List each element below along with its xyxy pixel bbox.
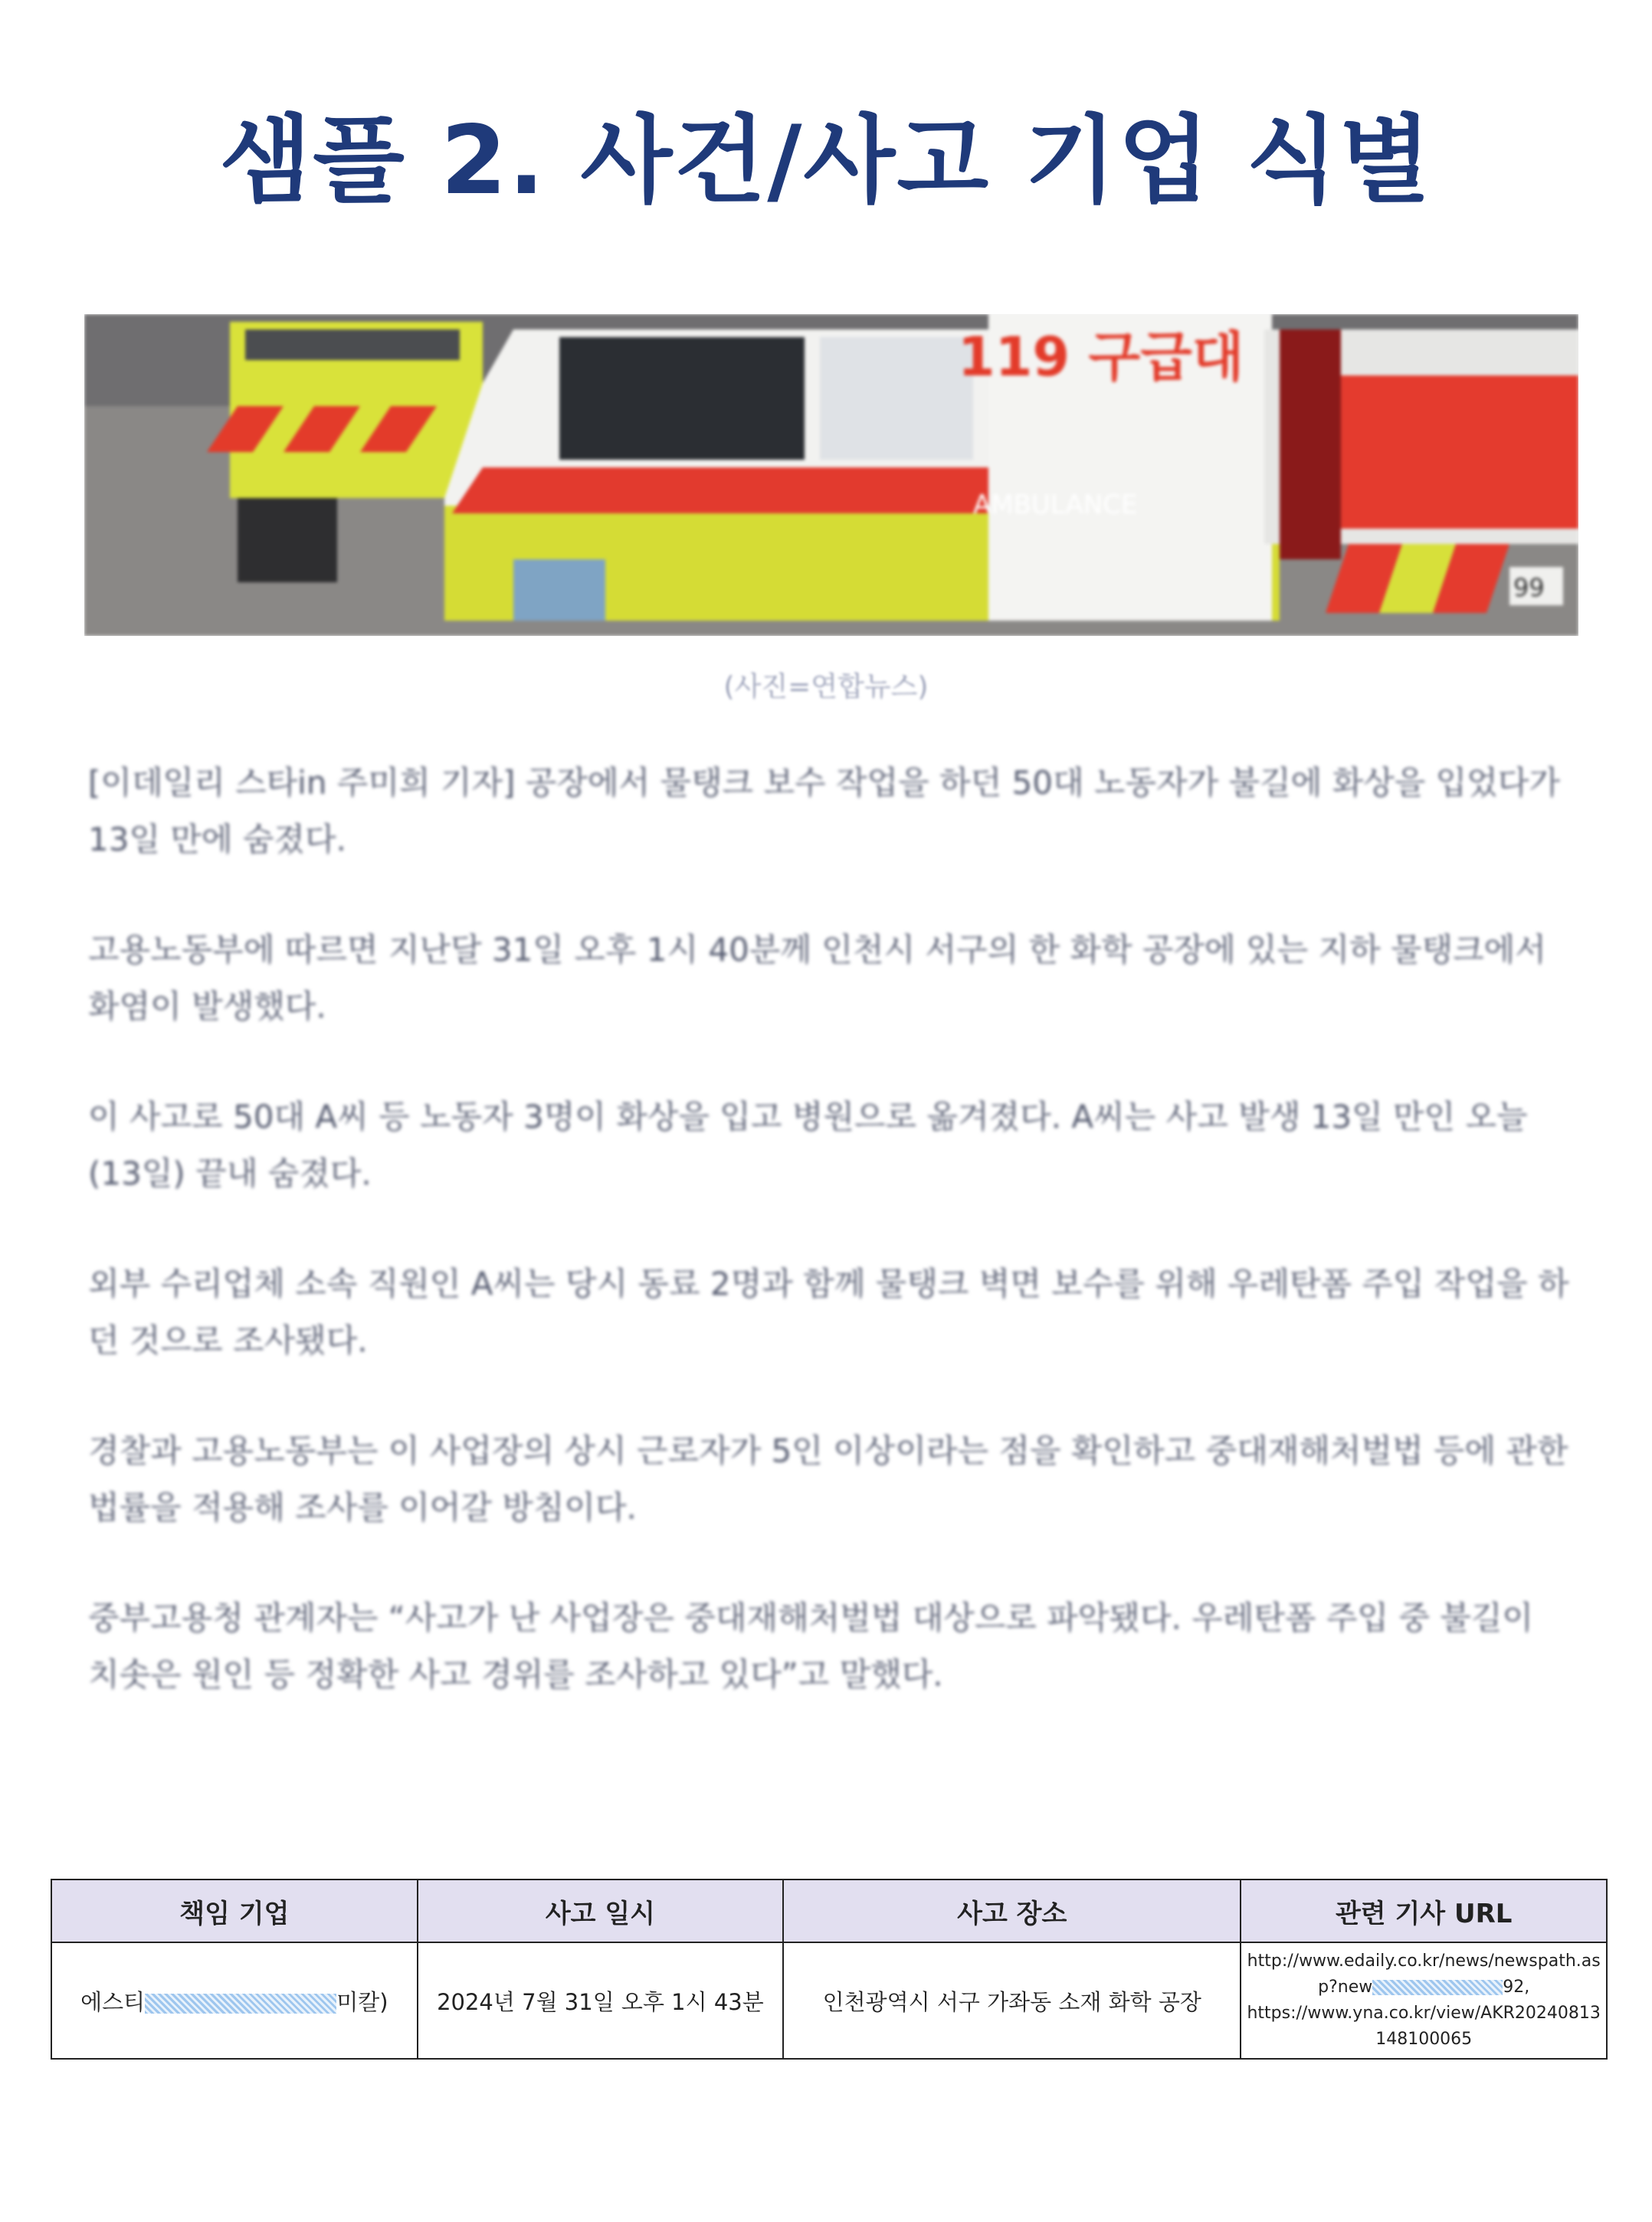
article-paragraph: [이데일리 스타in 주미희 기자] 공장에서 물탱크 보수 작업을 하던 50대 노동자가 불길에 화상을 입었다가 13일 만에 숨졌다. [88,764,1560,858]
cell-datetime: 2024년 7월 31일 오후 1시 43분 [418,1942,783,2059]
photo-caption: (사진=연합뉴스) [723,671,929,703]
redaction-mask [1372,1980,1503,1995]
ambulance-plate-text: 99 [1513,573,1545,602]
cell-company [51,1942,418,2059]
ambulance-image [84,314,1578,636]
incident-table [51,1879,1608,2060]
article-paragraph: 고용노동부에 따르면 지난달 31일 오후 1시 40분께 인천시 서구의 한 화학 공장에 있는 지하 물탱크에서 화염이 발생했다. [88,931,1546,1025]
url-link-edaily[interactable]: http://www.edaily.co.kr/news/newspath.asp?new [1247,1952,1601,1997]
table-row [51,1942,1607,2059]
header-location: 사고 장소 [783,1880,1241,1942]
table-header-row [51,1880,1607,1942]
ambulance-side-text: AMBULANCE [973,490,1138,520]
header-url: 관련 기사 URL [1241,1880,1607,1942]
header-company: 책임 기업 [51,1880,418,1942]
article-paragraph: 외부 수리업체 소속 직원인 A씨는 당시 동료 2명과 함께 물탱크 벽면 보수를 위해 우레탄폼 주입 작업을 하던 것으로 조사됐다. [88,1265,1569,1359]
url-link-yna[interactable]: https://www.yna.co.kr/view/AKR20240813148100065 [1247,2004,1601,2049]
redaction-mask [145,1994,336,2014]
ambulance-logo-text: 119 구급대 [958,326,1244,388]
header-datetime: 사고 일시 [418,1880,783,1942]
article-body [88,755,1571,1757]
url-link-edaily-end[interactable]: 92, [1503,1978,1530,1997]
company-suffix: 미칼) [336,1988,388,2015]
cell-location: 인천광역시 서구 가좌동 소재 화학 공장 [783,1942,1241,2059]
article-paragraph: 이 사고로 50대 A씨 등 노동자 3명이 화상을 입고 병원으로 옮겨졌다. A씨는 사고 발생 13일 만인 오늘(13일) 끝내 숨졌다. [88,1098,1528,1192]
article-paragraph: 중부고용청 관계자는 “사고가 난 사업장은 중대재해처벌법 대상으로 파악됐다. 우레탄폼 주입 중 불길이 치솟은 원인 등 정확한 사고 경위를 조사하고 있다”고 말했다. [88,1599,1533,1693]
company-prefix: 에스티 [80,1988,146,2015]
article-paragraph: 경찰과 고용노동부는 이 사업장의 상시 근로자가 5인 이상이라는 점을 확인하고 중대재해처벌법 등에 관한 법률을 적용해 조사를 이어갈 방침이다. [88,1432,1568,1526]
cell-url [1241,1942,1607,2059]
news-photo [84,314,1578,636]
page-title: 샘플 2. 사건/사고 기업 식별 [219,106,1433,216]
